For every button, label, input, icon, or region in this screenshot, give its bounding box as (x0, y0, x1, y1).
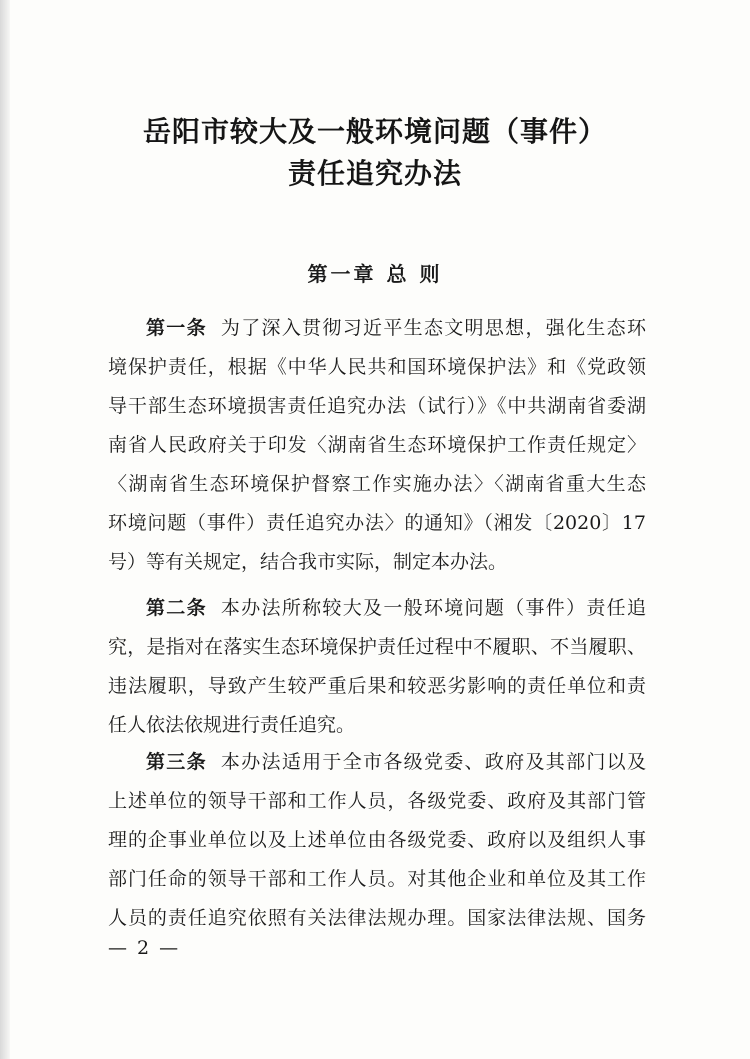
article-1-text-1: 为了深入贯彻习近平生态文明思想，强化生态环 (220, 317, 646, 339)
article-3-text-1: 本办法适用于全市各级党委、政府及其部门以及 (220, 751, 646, 773)
article-3-line-2: 上述单位的领导干部和工作人员，各级党委、政府及其部门管 (108, 790, 646, 812)
article-1 (108, 309, 646, 582)
document-title-line-2: 责任追究办法 (287, 157, 462, 190)
article-3 (108, 743, 646, 938)
article-1-line-2: 境保护责任，根据《中华人民共和国环境保护法》和《党政领 (108, 356, 646, 378)
article-3-line-4: 部门任命的领导干部和工作人员。对其他企业和单位及其工作 (108, 868, 646, 890)
document-title-line-1: 岳阳市较大及一般环境问题（事件） (142, 115, 607, 148)
article-2-line-3: 违法履职，导致产生较严重后果和较恶劣影响的责任单位和责 (108, 675, 646, 697)
article-3-line-5: 人员的责任追究依照有关法律法规办理。国家法律法规、国务 (108, 907, 646, 929)
article-2 (108, 589, 646, 745)
article-1-line-1 (108, 309, 646, 348)
article-1-line-7: 号）等有关规定，结合我市实际，制定本办法。 (108, 551, 508, 573)
article-1-label: 第一条 (146, 317, 207, 339)
article-1-line-5: 〈湖南省生态环境保护督察工作实施办法〉〈湖南省重大生态 (108, 473, 646, 495)
article-1-line-4: 南省人民政府关于印发〈湖南省生态环境保护工作责任规定〉 (108, 434, 646, 456)
article-2-line-1 (108, 589, 646, 628)
article-1-line-3: 导干部生态环境损害责任追究办法（试行）》《中共湖南省委湖 (108, 395, 646, 417)
article-3-line-1 (108, 743, 646, 782)
article-2-line-4: 任人依法依规进行责任追究。 (108, 714, 356, 736)
article-3-line-3: 理的企事业单位以及上述单位由各级党委、政府以及组织人事 (108, 829, 646, 851)
article-2-text-1: 本办法所称较大及一般环境问题（事件）责任追 (220, 597, 646, 619)
article-2-label: 第二条 (146, 597, 207, 619)
article-2-line-2: 究，是指对在落实生态环境保护责任过程中不履职、不当履职、 (108, 636, 646, 658)
article-3-label: 第三条 (146, 751, 207, 773)
chapter-heading: 第一章 总 则 (307, 262, 443, 286)
page-number: — 2 — (108, 937, 181, 959)
article-1-line-6: 环境问题（事件）责任追究办法〉的通知》（湘发〔2020〕17 (108, 512, 646, 534)
